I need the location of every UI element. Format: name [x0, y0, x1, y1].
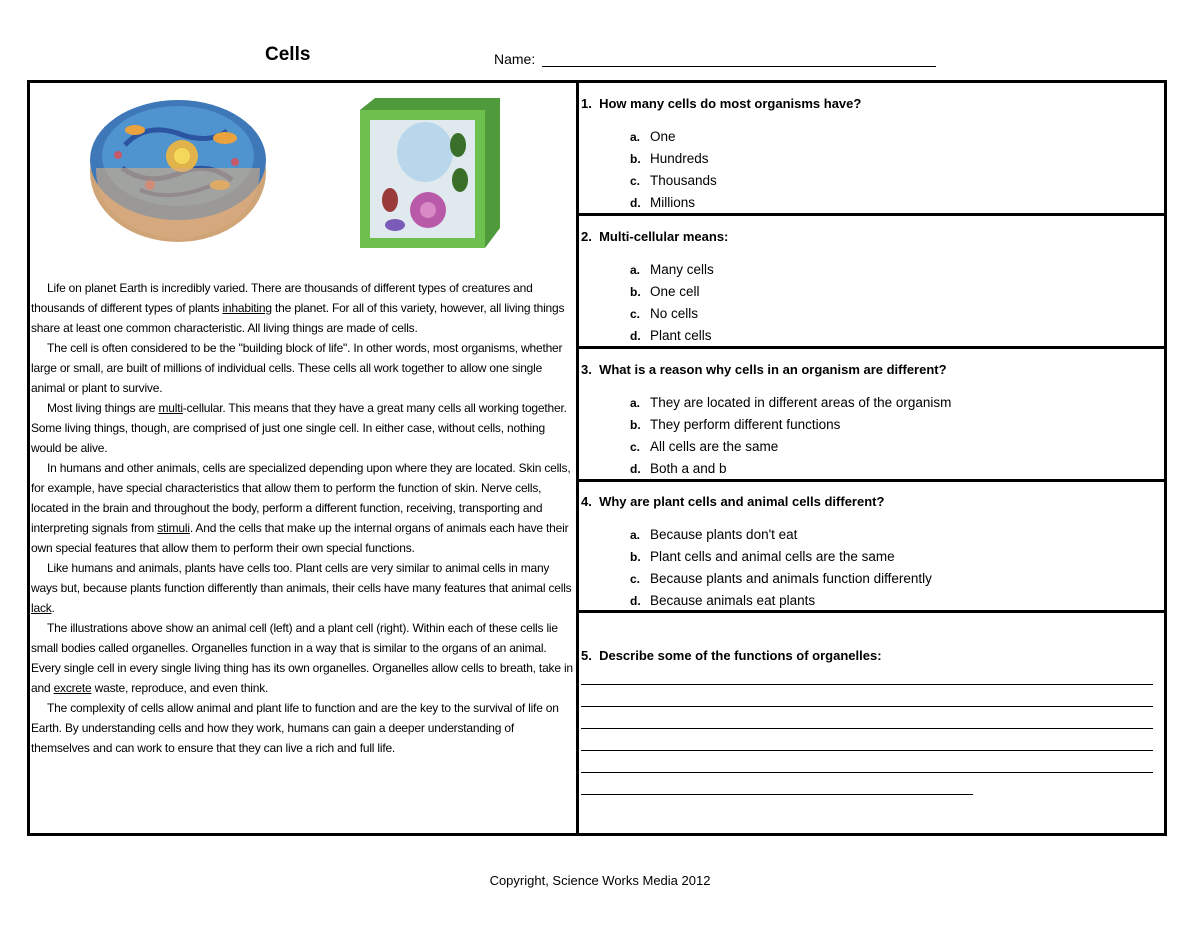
copyright-footer: Copyright, Science Works Media 2012 — [489, 873, 711, 888]
answer-option[interactable]: a. They are located in different areas of the organism — [630, 395, 952, 410]
question-1-options — [630, 126, 717, 214]
answer-option[interactable]: c. Thousands — [630, 173, 717, 188]
answer-line[interactable] — [581, 772, 1153, 773]
answer-option[interactable]: a. One — [630, 129, 676, 144]
question-1: 1. How many cells do most organisms have? — [581, 96, 862, 111]
answer-line[interactable] — [581, 706, 1153, 707]
question-4: 4. Why are plant cells and animal cells different? — [581, 494, 885, 509]
reading-passage — [31, 278, 574, 830]
answer-option[interactable]: d. Millions — [630, 195, 696, 210]
vocabulary-word: inhabiting — [222, 301, 272, 315]
answer-option[interactable]: b. One cell — [630, 284, 700, 299]
page-title: Cells — [265, 44, 311, 65]
question-4-options — [630, 524, 932, 612]
answer-option[interactable]: a. Many cells — [630, 262, 714, 277]
answer-option[interactable]: a. Because plants don't eat — [630, 527, 798, 542]
reading-paragraph: The complexity of cells allow animal and plant life to function and are the key to the survival of life on Earth. By understanding cells and how they work, humans can gain a deeper understanding of themselves and can work to ensure that they can live a rich and full life. — [31, 701, 559, 755]
reading-paragraph: Life on planet Earth is incredibly varied. There are thousands of different types of creatures and thousands of different types of plants inhabiting the planet. For all of this variety, however, all living things share at least one common characteristic. All living things are made of cells. — [31, 281, 565, 335]
question-2: 2. Multi-cellular means: — [581, 229, 729, 244]
answer-line[interactable] — [581, 684, 1153, 685]
answer-line[interactable] — [581, 750, 1153, 751]
answer-option[interactable]: b. Hundreds — [630, 151, 709, 166]
answer-line[interactable] — [581, 728, 1153, 729]
answer-option[interactable]: c. No cells — [630, 306, 699, 321]
answer-option[interactable]: b. Plant cells and animal cells are the same — [630, 549, 895, 564]
reading-paragraph: Like humans and animals, plants have cells too. Plant cells are very similar to animal cells in many ways but, because plants function differently than animals, their cells have many features that animal cells lack. — [31, 561, 572, 615]
question-2-options — [630, 259, 714, 347]
vocabulary-word: multi — [158, 401, 183, 415]
answer-option[interactable]: c. All cells are the same — [630, 439, 779, 454]
name-label: Name: — [494, 51, 536, 67]
name-field[interactable] — [542, 66, 936, 67]
cell-illustrations — [30, 90, 575, 260]
vocabulary-word: excrete — [53, 681, 92, 695]
question-5: 5. Describe some of the functions of organelles: — [581, 648, 882, 663]
vocabulary-word: stimuli — [157, 521, 190, 535]
reading-paragraph: Most living things are multi-cellular. This means that they have a great many cells all working together. Some living things, though, are comprised of just one single cell. In either case, without cells, nothing would be alive. — [31, 401, 567, 455]
question-3: 3. What is a reason why cells in an organism are different? — [581, 362, 947, 377]
answer-option[interactable]: b. They perform different functions — [630, 417, 841, 432]
reading-paragraph: The cell is often considered to be the "building block of life". In other words, most organisms, whether large or small, are built of millions of individual cells. These cells all work together to allow one single animal or plant to survive. — [31, 341, 563, 395]
animal-cell-illustration — [90, 100, 266, 242]
column-divider — [576, 80, 579, 836]
answer-option[interactable]: d. Because animals eat plants — [630, 593, 816, 608]
question-3-options — [630, 392, 951, 480]
reading-paragraph: The illustrations above show an animal cell (left) and a plant cell (right). Within each of these cells lie small bodies called organelles. Organelles function in a way that is similar to the organs of an animal. Every single cell in every single living thing has its own organelles. Organelles allow cells to breath, take in and excrete waste, reproduce, and even think. — [31, 621, 573, 695]
plant-cell-illustration — [360, 98, 500, 248]
reading-paragraph: In humans and other animals, cells are specialized depending upon where they are located. Skin cells, for example, have special characteristics that allow them to perform the function of skin. Nerve cells, located in the brain and throughout the body, perform a different function, receiving, transporting and interpreting signals from stimuli. And the cells that make up the internal organs of animals each have their own special features that allow them to perform their own special functions. — [31, 461, 571, 555]
answer-option[interactable]: d. Plant cells — [630, 328, 712, 343]
vocabulary-word: lack — [31, 601, 52, 615]
answer-line[interactable] — [581, 794, 973, 795]
answer-option[interactable]: c. Because plants and animals function differently — [630, 571, 932, 586]
answer-option[interactable]: d. Both a and b — [630, 461, 727, 476]
